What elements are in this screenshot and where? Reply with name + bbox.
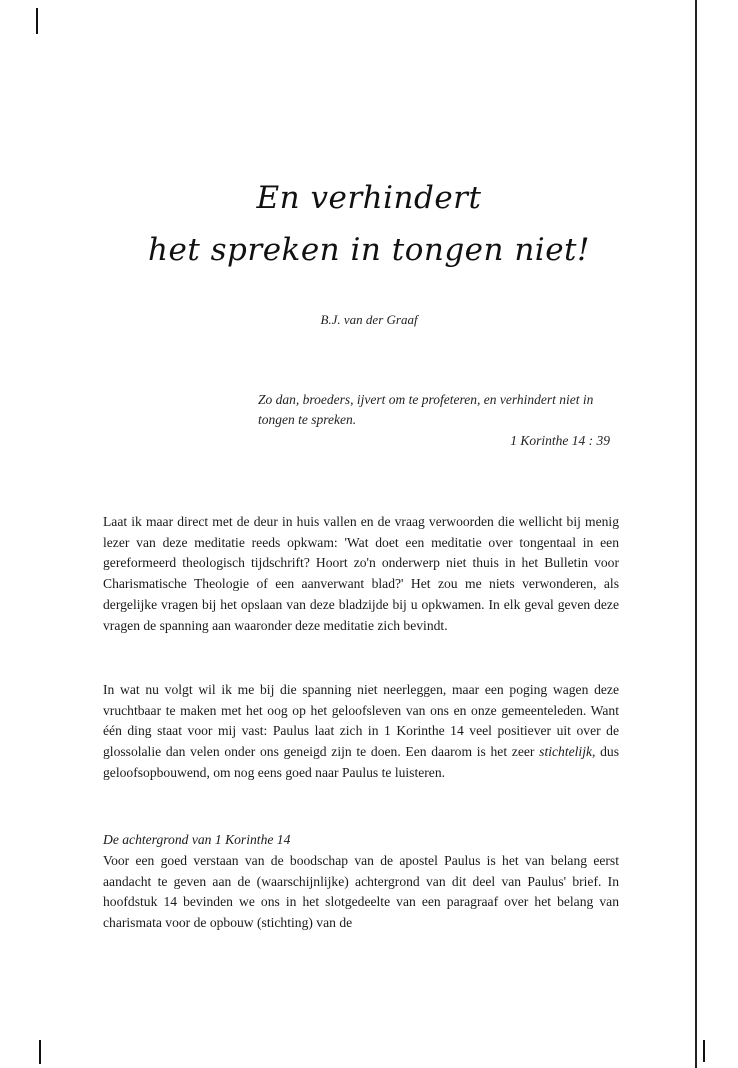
paragraph-1: Laat ik maar direct met de deur in huis vallen en de vraag verwoorden die wellicht bij menig lezer van deze meditatie reeds opkwam: 'Wat doet een meditatie over tongentaal in een gereformeerd theologisch tijdschrift? Hoort zo'n onderwerp niet thuis in het Bulletin voor Charismatische Theologie of een aanverwant blad?' Het zou me niets verwonderen, als dergelijke vragen bij het opslaan van deze bladzijde bij u opkwamen. In elk geval geven deze vragen de spanning aan waaronder deze meditatie zich bevindt. — [103, 514, 619, 633]
motto-quote: Zo dan, broeders, ijvert om te profeteren, en verhindert niet in tongen te spreken. — [258, 392, 594, 427]
motto-reference: 1 Korinthe 14 : 39 — [510, 433, 610, 448]
paragraph-2-emphasis: stichtelijk — [539, 744, 593, 760]
scan-edge-left — [36, 8, 38, 34]
scan-edge-left-bottom — [39, 1040, 41, 1064]
paragraph-2-text-b: , dus geloofsopbouwend, om nog eens goed naar Paulus te luisteren. — [103, 744, 620, 780]
scan-edge-right-bottom — [703, 1040, 705, 1062]
title-line-1: En verhindert — [256, 180, 482, 216]
paragraph-2 — [103, 680, 619, 784]
scan-edge-right — [695, 0, 697, 1068]
author: B.J. van der Graaf — [320, 312, 418, 327]
paragraph-3: Voor een goed verstaan van de boodschap van de apostel Paulus is het van belang eerst aandacht te geven aan de (waarschijnlijke) achtergrond van dit deel van Paulus' brief. In hoofdstuk 14 bevinden we ons in het slotgedeelte van een paragraaf over het belang van charismata voor de opbouw (stichting) van de — [103, 853, 619, 931]
paragraph-2-text-a: In wat nu volgt wil ik me bij die spanning niet neerleggen, maar een poging wagen deze vruchtbaar te maken met het oog op het geloofsleven van ons en onze gemeenteleden. Want één ding staat voor mij vast: Paulus laat zich in 1 Korinthe 14 veel positiever uit over de glossolalie dan velen onder ons geneigd zijn te doen. Een daarom is het zeer — [103, 682, 619, 760]
title-line-2: het spreken in tongen niet! — [148, 232, 590, 268]
section-subheading: De achtergrond van 1 Korinthe 14 — [103, 832, 291, 847]
